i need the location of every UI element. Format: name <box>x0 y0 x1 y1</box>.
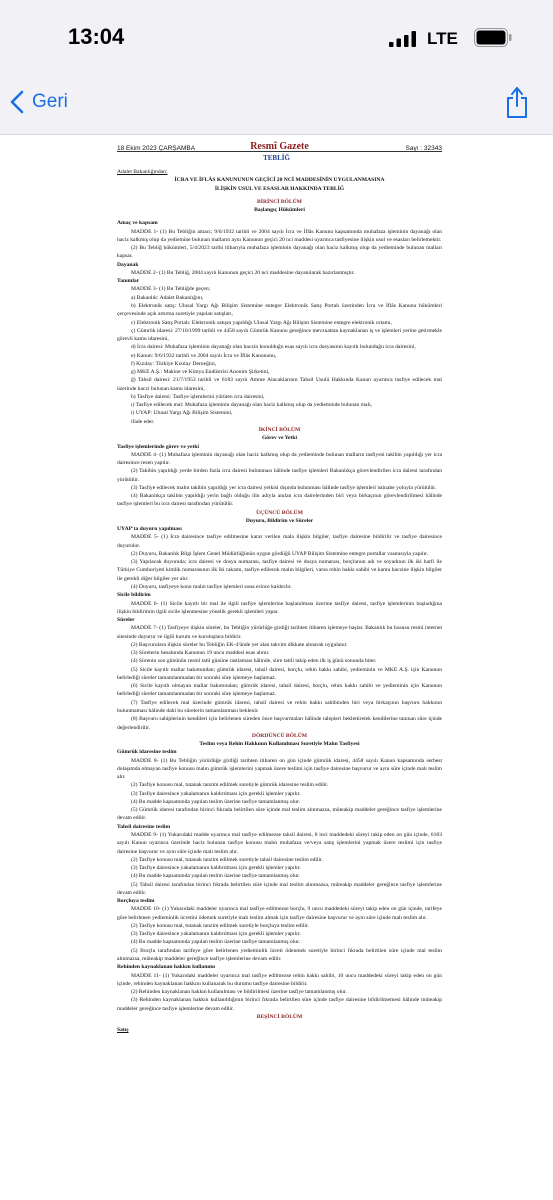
paragraph: (6) Sicile kayıtlı olmayan mallar bakımından; gümrük idaresi, tahsil dairesi, borçlu, rehin hakkı sahibi ve yedieminin için Kanunun belirlediği süreler tamamlanmadan bir sonraki süre işlemeye başlamaz. <box>117 683 442 698</box>
paragraph: b) Elektronik satış: Ulusal Yargı Ağı Bilişim Sistemine entegre Elektronik Satış Portalı üzerinden İcra ve İflâs Kanunu hükümleri çerçevesinde açık artırma suretiyle yapılan satışları, <box>117 302 442 318</box>
navigation-bar <box>0 76 553 135</box>
section-heading: Teslim veya Rehin Hakkının Kullanılması Suretiyle Malın Tasfiyesi <box>199 741 360 748</box>
paragraph: (4) Bu madde kapsamında yapılan teslim üzerine tasfiye tamamlanmış olur. <box>131 939 301 946</box>
paragraph: (2) Takibin yapıldığı yerde birden fazla icra dairesi bulunması hâlinde tasfiye işlemleri Bakanlıkça görevlendirilen icra dairesi tarafından yürütülür. <box>117 468 442 483</box>
paragraph: (4) Bu madde kapsamında yapılan teslim üzerine tasfiye tamamlanmış olur. <box>131 873 301 880</box>
article-title: Tasfiye işlemlerinde görev ve yetki <box>117 443 200 450</box>
paragraph: MADDE 9- (1) Yukarıdaki madde uyarınca mal tasfiye edilmezse tahsil dairesi, 8 inci maddedeki süreyi takip eden on gün içinde, 6183 sayılı Kanun uyarınca üzerinde haciz bulunan tasfiye konusu malın muhafaza ve/veya satış işlemlerini yapmak üzere teslimi için tasfiye dairesine başvurur ve aynı süre içinde malı teslim alır. <box>117 831 442 855</box>
signal-icon <box>389 31 417 47</box>
document-page <box>0 135 553 1200</box>
share-icon[interactable] <box>505 85 529 119</box>
paragraph: (2) Tasfiye konusu mal, tutanak tanzim edilmek suretiyle gümrük idaresine teslim edilir. <box>131 782 329 789</box>
paragraph: f) Kızılay: Türkiye Kızılay Derneğini, <box>131 360 217 367</box>
paragraph: MADDE 10- (1) Yukarıdaki maddeler uyarınca mal tasfiye edilmezse borçlu, 9 uncu maddedeki süreyi takip eden on gün içinde, tarifeye göre belirlenen yedieminlik ücretini ödemek suretiyle malı teslim almak için tasfiye dairesine başvurur ve aynı süre içinde malı teslim alır. <box>117 906 442 921</box>
paragraph: (3) Yapılacak duyuruda; icra dairesi ve dosya numarası, tasfiye dairesi ve dosya numarası, borçlunun adı ve soyadının ilk iki harfi ile Türkiye Cumhuriyeti kimlik numarasının ilk iki rakamı, tasfiye edilecek malın bilgileri, varsa rehin hakkı sahibi ve kamu haczine ilişkin bilgiler ile gerekli diğer bilgiler yer alır. <box>117 559 442 582</box>
battery-icon <box>474 28 512 47</box>
article-title: Amaç ve kapsam <box>117 220 158 227</box>
paragraph: (5) Borçlu tarafından tarifeye göre belirlenen yedieminlik ücreti ödenmek suretiyle birinci fıkrada belirtilen süre içinde mal teslim alınmazsa, müteakip maddeler gereğince tasfiye işlemlerine devam edilir. <box>117 947 442 962</box>
paragraph: (7) Tasfiye edilecek mal üzerinde gümrük idaresi, tahsil dairesi ve rehin hakkı sahibinden biri veya birkaçının başvuru hakkının bulunmaması hâlinde dahi bu sürelerin tamamlanması beklenir. <box>117 699 442 714</box>
paragraph: (3) Tasfiye dairesince yakalamanın kaldırılması için gerekli işlemler yapılır. <box>131 790 301 797</box>
paragraph: (2) Bu Tebliğ hükümleri, 5/4/2023 tarihi itibarıyla muhafaza işleminin dayanağı olan haciz kalkmış olup da yedieminde bulunan malları kapsar. <box>117 245 442 260</box>
gazette-issue: Sayı : 32343 <box>405 145 442 152</box>
paragraph: MADDE 8- (1) Bu Tebliğin yürürlüğe girdiği tarihten itibaren on gün içinde gümrük idaresi, 4458 sayılı Kanun kapsamında serbest dolaşımda olmayan tasfiye konusu malın gümrük işlemlerini yapmak üzere teslimi için tasfiye dairesine başvurur ve aynı süre içinde malı teslim alır. <box>117 757 442 781</box>
paragraph: ğ) Tahsil dairesi: 21/7/1953 tarihli ve 6183 sayılı Amme Alacaklarının Tahsil Usulü Hakkında Kanun uyarınca tasfiye edilecek mal üzerinde haczi bulunan kamu idaresini, <box>117 377 442 392</box>
section-type: TEBLİĞ <box>263 154 290 162</box>
paragraph: MADDE 6- (1) Sicile kayıtlı bir mal ile ilgili tasfiye işlemlerine başlanılması üzerine tasfiye dairesi, tasfiye işlemlerinin başladığına ilişkin bildirimin ilgili sicile işlenmesine yönelik gerekli işlemleri yapar. <box>117 600 442 615</box>
paragraph: MADDE 4- (1) Muhafaza işleminin dayanağı olan haciz kalkmış olup da yedieminde bulunan malların tasfiyesi takibin yapıldığı yer icra dairesince resen yapılır. <box>117 451 442 467</box>
paragraph: (3) Tasfiye edilecek malın takibin yapıldığı yer icra dairesi yetkisi dışında bulunması hâlinde tasfiye işlemleri istinabe yoluyla yürütülür. <box>131 484 437 491</box>
back-button[interactable] <box>10 90 68 114</box>
article-title: Borçluya teslim <box>117 898 155 905</box>
paragraph: (5) Tahsil dairesi tarafından birinci fıkrada belirtilen süre içinde mal teslim alınmazsa, müteakip maddeler gereğince tasfiye işlemlerine devam edilir. <box>117 881 442 896</box>
paragraph: MADDE 11- (1) Yukarıdaki maddeler uyarınca mal tasfiye edilmezse rehin hakkı sahibi, 10 uncu maddedeki süreyi takip eden on gün içinde, rehinden kaynaklanan hakkını kullanarak bu durumu tasfiye dairesine bildirir. <box>117 972 442 987</box>
paragraph: (3) Rehinden kaynaklanan hakkın kullanıldığının birinci fıkrada belirtilen süre içinde tasfiye dairesine bildirilmemesi hâlinde müteakip maddeler gereğince tasfiye işlemlerine devam edilir. <box>117 997 442 1012</box>
paragraph: d) İcra dairesi: Muhafaza işleminin dayanağı olan haczin konulduğu esas sayılı icra dosyasının kayıtlı bulunduğu icra dairesini, <box>131 344 416 351</box>
paragraph: (2) Rehinden kaynaklanan hakkın kullanılması ve bildirilmesi üzerine tasfiye tamamlanmış olur. <box>131 989 347 996</box>
section-heading: Başlangıç Hükümleri <box>254 207 305 214</box>
paragraph: (2) Tasfiye konusu mal, tutanak tanzim edilmek suretiyle tahsil dairesine teslim edilir. <box>131 856 323 863</box>
section-heading: DÖRDÜNCÜ BÖLÜM <box>251 732 308 739</box>
article-title: Tanımlar <box>117 278 140 285</box>
article-title: Gümrük idaresine teslim <box>117 749 177 756</box>
back-label: Geri <box>32 91 68 112</box>
paragraph: (4) Sürenin son gününün resmî tatil gününe rastlaması hâlinde, süre tatili takip eden ilk iş günü sonunda biter. <box>131 658 377 665</box>
paragraph: (3) Tasfiye dairesince yakalamanın kaldırılması için gerekli işlemler yapılır. <box>131 865 301 872</box>
section-heading: İCRA VE İFLÂS KANUNUNUN GEÇİCİ 20 NCİ MADDESİNİN UYGULANMASINA <box>174 177 385 184</box>
article-title: Sicile bildirim <box>117 592 151 599</box>
section-heading: BİRİNCİ BÖLÜM <box>257 198 302 205</box>
paragraph: (4) Bu madde kapsamında yapılan teslim üzerine tasfiye tamamlanmış olur. <box>131 798 301 805</box>
paragraph: (8) Başvuru sahiplerinin kendileri için belirlenen süreden önce başvurmaları hâlinde talepleri beklettirelek kendilerine tanınan süre içinde değerlendirilir. <box>117 716 442 731</box>
gazette-date: 18 Ekim 2023 ÇARŞAMBA <box>117 145 196 152</box>
paragraph: (5) Sicile kayıtlı mallar bakımından; gümrük idaresi, tahsil dairesi, borçlu, rehin hakkı sahibi, yedieminin ve MKE A.Ş. için Kanunun belirlediği süreler tamamlanmadan bir sonraki süre işlemeye başlamaz. <box>117 666 442 681</box>
paragraph: (5) Gümrük idaresi tarafından birinci fıkrada belirtilen süre içinde mal teslim alınmazsa, müteakip maddeler gereğince tasfiye işlemlerine devam edilir. <box>117 807 442 822</box>
paragraph: (3) Sürelerin hesabında Kanunun 19 uncu maddesi esas alınır. <box>131 650 270 657</box>
status-bar <box>0 0 553 76</box>
section-heading: Duyuru, Bildirim ve Süreler <box>245 517 314 524</box>
article-title: Satış <box>117 1027 129 1034</box>
chevron-left-icon <box>10 90 24 114</box>
paragraph: (4) Duyuru, tasfiyeye konu malın tasfiye işlemleri sona erince kaldırılır. <box>131 584 292 591</box>
paragraph: ç) Gümrük idaresi: 27/10/1999 tarihli ve 4458 sayılı Gümrük Kanunu gereğince mevzuattan kaynaklanan iş ve işlemleri yerine getirmekle görevli kamu idaresini, <box>117 327 442 343</box>
paragraph: e) Kanun: 9/6/1932 tarihli ve 2004 sayılı İcra ve İflâs Kanununu, <box>131 352 277 359</box>
section-heading: İLİŞKİN USUL VE ESASLAR HAKKINDA TEBLİĞ <box>214 185 345 192</box>
paragraph: MADDE 1- (1) Bu Tebliğin amacı; 9/6/1932 tarihli ve 2004 sayılı İcra ve İflâs Kanunu kapsamında muhafaza işleminin dayanağı olan haciz kalkmış olup da yediemine bulunan malların aynı Kanunun geçici 20 nci maddesi uyarınca tasfiyesine ilişkin usul ve esasları belirlemektir. <box>117 228 442 243</box>
paragraph: (2) Duyuru, Bakanlık Bilgi İşlem Genel Müdürlüğünün uygun gördüğü UYAP Bilişim Sistemine entegre portallar vasıtasıyla yapılır. <box>131 550 428 557</box>
paragraph: Adalet Bakanlığından: <box>117 169 168 175</box>
header-divider <box>117 151 442 152</box>
document-body <box>117 168 442 1034</box>
paragraph: a) Bakanlık: Adalet Bakanlığını, <box>131 294 204 301</box>
paragraph: h) Tasfiye dairesi: Tasfiye işlemlerini yürüten icra dairesini, <box>131 393 265 400</box>
article-title: Dayanak <box>117 261 139 268</box>
paragraph: MADDE 7- (1) Tasfiyeye ilişkin süreler, bu Tebliğin yürürlüğe girdiği tarihten itibaren işlemeye başlar. Bakanlık bu hususu resmî internet sitesinde duyurur ve ilgili kurum ve kuruluşlara bildirir. <box>117 625 442 640</box>
section-heading: Görev ve Yetki <box>261 435 298 442</box>
section-heading: BEŞİNCİ BÖLÜM <box>256 1013 303 1020</box>
article-title: Rehinden kaynaklanan hakkın kullanımı <box>117 964 216 971</box>
article-title: Süreler <box>117 617 135 624</box>
paragraph: (4) Bakanlıkça takibin yapıldığı yerin bağlı olduğu ilin adıyla anılan icra dairelerinden biri veya birkaçının görevlendirilmesi hâlinde tasfiye işlemleri bu icra dairesi tarafından yürütülür. <box>117 493 442 508</box>
section-heading: İKİNCİ BÖLÜM <box>258 426 301 433</box>
paragraph: c) Elektronik Satış Portalı: Elektronik satışın yapıldığı Ulusal Yargı Ağı Bilişim Sistemine entegre elektronik ortamı, <box>131 319 392 326</box>
gazette-title: Resmî Gazete <box>250 141 309 152</box>
network-type: LTE <box>427 29 458 48</box>
paragraph: ı) Tasfiye edilecek mal: Muhafaza işleminin dayanağı olan haciz kalkmış olup da yedieminde bulunan malı, <box>131 402 373 409</box>
paragraph: MADDE 3- (1) Bu Tebliğde geçen; <box>131 286 211 293</box>
paragraph: i) UYAP: Ulusal Yargı Ağı Bilişim Sistemini, <box>131 410 233 417</box>
paragraph: MADDE 5- (1) İcra dairesince tasfiye edilmesine karar verilen mala ilişkin bilgiler, tasfiye dairesine bildirilir ve tasfiye dairesince duyurulur. <box>117 534 442 549</box>
section-heading: ÜÇÜNCÜ BÖLÜM <box>256 509 303 516</box>
article-title: UYAP'ta duyuru yapılması <box>117 526 182 533</box>
paragraph: (2) Başvurulara ilişkin süreler bu Tebliğin EK-4'ünde yer alan takvim dikkate alınarak uygulanır. <box>131 641 348 648</box>
paragraph: (3) Tasfiye dairesince yakalamanın kaldırılması için gerekli işlemler yapılır. <box>131 931 301 938</box>
paragraph: MADDE 2- (1) Bu Tebliğ, 2004 sayılı Kanunun geçici 20 nci maddesine dayanılarak hazırlanmıştır. <box>131 269 355 276</box>
paragraph: ifade eder. <box>131 418 155 425</box>
paragraph: g) MKE A.Ş.: Makine ve Kimya Endüstrisi Anonim Şirketini, <box>131 369 270 376</box>
paragraph: (2) Tasfiye konusu mal, tutanak tanzim edilmek suretiyle borçluya teslim edilir. <box>131 922 309 929</box>
status-time: 13:04 <box>68 24 125 49</box>
article-title: Tahsil dairesine teslim <box>117 823 171 830</box>
